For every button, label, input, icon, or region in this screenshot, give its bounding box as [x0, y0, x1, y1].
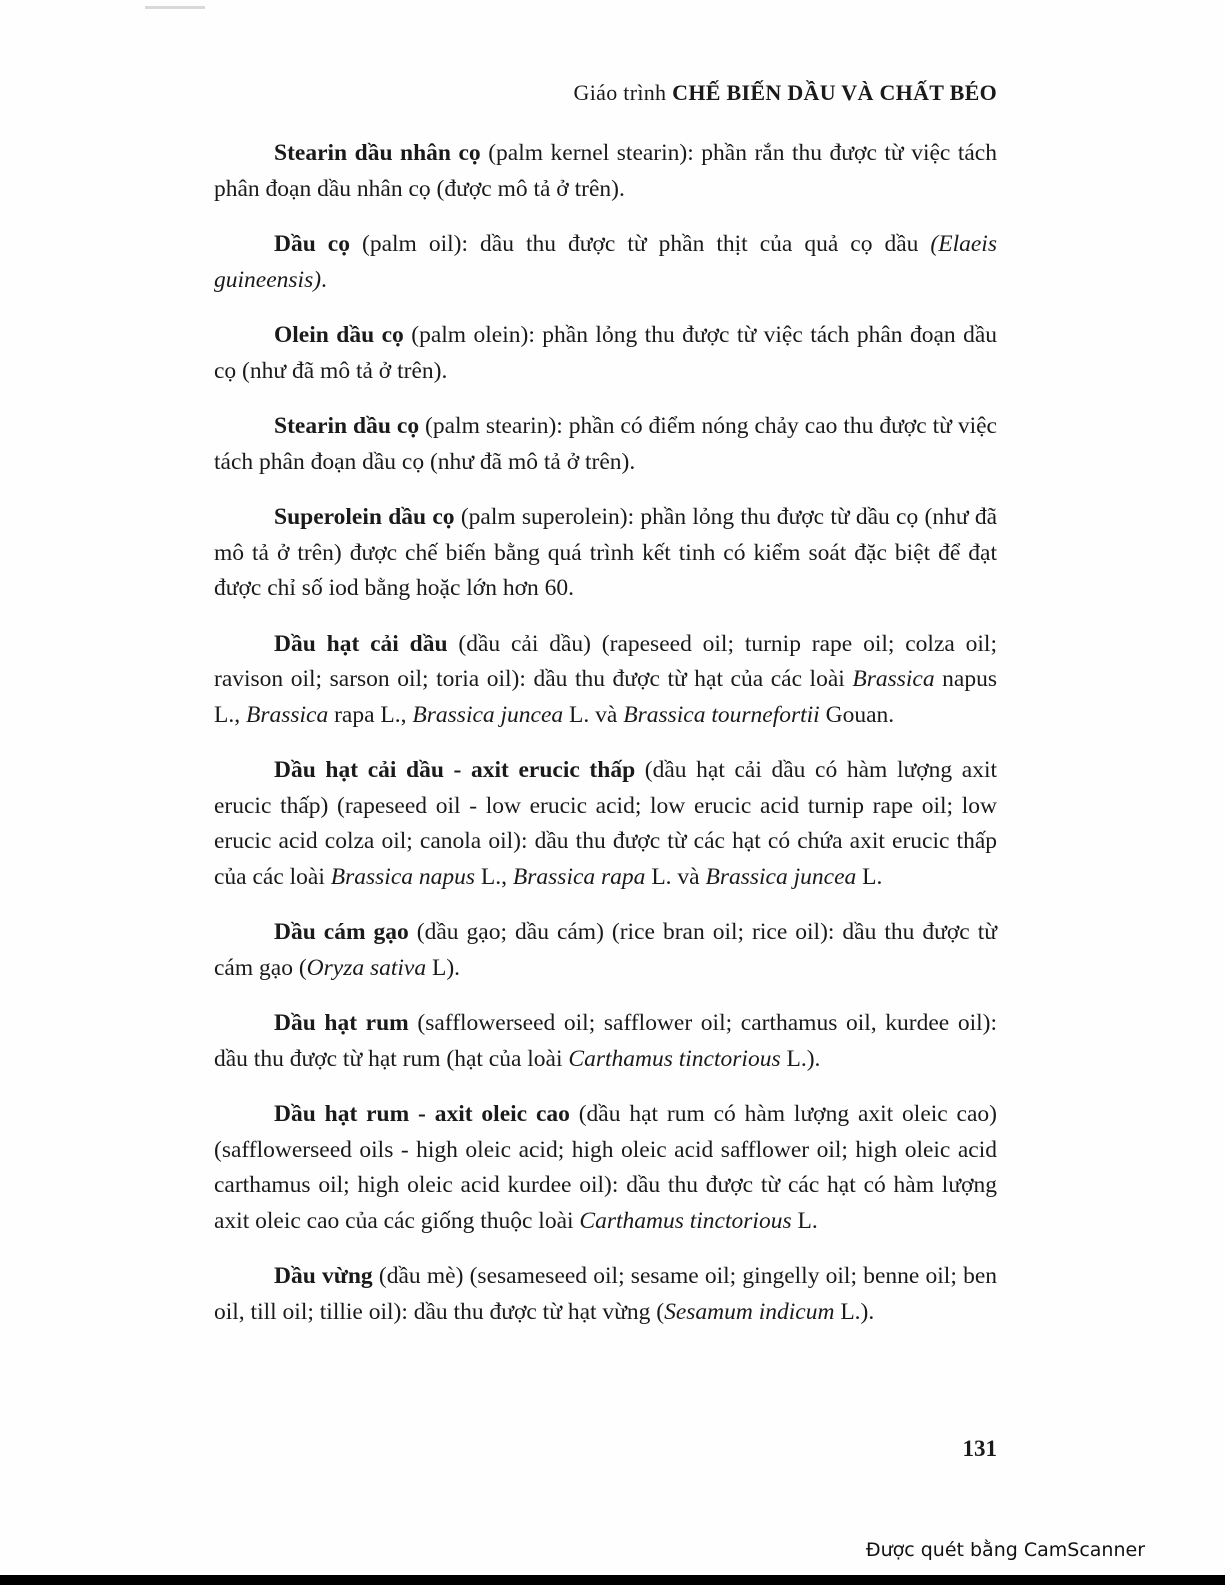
entry-text: (palm kernel stearin): phần rắn thu được từ việc tách phân đoạn dầu nhân cọ (được mô tả ở trên). — [214, 140, 997, 202]
running-header — [574, 80, 997, 106]
glossary-entry — [214, 409, 997, 480]
entry-text: L., — [475, 863, 513, 890]
glossary-entry — [214, 500, 997, 607]
glossary-entry — [214, 1097, 997, 1239]
page-number: 131 — [962, 1436, 997, 1461]
camscanner-watermark: Được quét bằng CamScanner — [865, 1539, 1145, 1561]
entry-term: Superolein dầu cọ — [274, 504, 455, 530]
glossary-entry — [214, 915, 997, 986]
glossary-entry — [214, 627, 997, 734]
entry-term: Dầu hạt cải dầu - axit erucic thấp — [274, 757, 636, 783]
entry-text: L. — [856, 863, 883, 890]
entry-term: Dầu cọ — [274, 231, 350, 257]
scientific-name: Oryza sativa — [306, 954, 427, 981]
entry-text: (safflowerseed oil; safflower oil; carthamus oil, kurdee oil): dầu thu được từ hạt rum (hạt của loài — [214, 1010, 997, 1072]
entry-text: (dầu hạt rum có hàm lượng axit oleic cao) (safflowerseed oils - high oleic acid; high oleic acid safflower oil; high oleic acid carthamus oil; high oleic acid kurdee oil): dầu thu được từ các hạt có hàm lượng axit oleic cao của các giống thuộc loài — [214, 1101, 997, 1234]
entry-text: (palm olein): phần lỏng thu được từ việc tách phân đoạn dầu cọ (như đã mô tả ở trên). — [214, 322, 997, 384]
entry-text: L. và — [563, 701, 624, 728]
entry-term: Stearin dầu nhân cọ — [274, 140, 481, 166]
scientific-name: Brassica juncea — [705, 863, 857, 890]
entry-term: Dầu cám gạo — [274, 919, 409, 945]
entry-term: Dầu hạt rum - axit oleic cao — [274, 1101, 570, 1127]
entry-text: (palm stearin): phần có điểm nóng chảy cao thu được từ việc tách phân đoạn dầu cọ (như đã mô tả ở trên). — [214, 413, 997, 475]
entry-term: Stearin dầu cọ — [274, 413, 420, 439]
scientific-name: Brassica — [245, 701, 329, 728]
entry-text: (dầu gạo; dầu cám) (rice bran oil; rice oil): dầu thu được từ cám gạo ( — [214, 919, 997, 981]
entry-term: Dầu hạt rum — [274, 1010, 409, 1036]
entry-text: Gouan. — [819, 701, 895, 728]
entry-term: Dầu hạt cải dầu — [274, 630, 448, 657]
glossary-entry — [214, 753, 997, 895]
entry-text: L.). — [834, 1298, 875, 1325]
entry-text: L). — [426, 954, 461, 981]
glossary-entry — [214, 227, 997, 298]
entry-text: (palm superolein): phần lỏng thu được từ dầu cọ (như đã mô tả ở trên) được chế biến bằng quá trình kết tinh có kiểm soát đặc biệt để đạt được chỉ số iod bằng hoặc lớn hơn 60. — [214, 504, 997, 601]
glossary-entry — [214, 136, 997, 207]
scientific-name: Brassica — [852, 666, 935, 692]
entry-text: L.). — [780, 1045, 821, 1072]
entry-text: (dầu hạt cải dầu có hàm lượng axit erucic thấp) (rapeseed oil - low erucic acid; low erucic acid turnip rape oil; low erucic acid colza oil; canola oil): dầu thu được từ các hạt có chứa axit erucic thấp của các loài — [214, 757, 998, 890]
entry-text: L. — [791, 1207, 818, 1234]
entry-text: (dầu cải dầu) (rapeseed oil; turnip rape oil; colza oil; ravison oil; sarson oil; toria oil): dầu thu được từ hạt của các loài — [214, 630, 997, 692]
scientific-name: Brassica juncea — [412, 701, 564, 728]
glossary-entry — [214, 1259, 997, 1330]
entry-text: (dầu mè) (sesameseed oil; sesame oil; gingelly oil; benne oil; ben oil, till oil; tillie oil): dầu thu được từ hạt vừng ( — [214, 1263, 997, 1325]
entry-text: (palm oil): dầu thu được từ phần thịt của quả cọ dầu — [350, 231, 931, 257]
scientific-name: Brassica tournefortii — [623, 701, 820, 728]
entry-text: napus L., — [214, 666, 997, 728]
scientific-name: Carthamus tinctorious — [579, 1207, 792, 1234]
header-prefix: Giáo trình — [573, 80, 673, 105]
scientific-name: Carthamus tinctorious — [568, 1045, 781, 1072]
glossary-entry — [214, 1006, 997, 1077]
scientific-name: Sesamum indicum — [664, 1298, 835, 1325]
body-text — [214, 136, 997, 1350]
scientific-name: Brassica rapa — [512, 863, 646, 890]
entry-term: Olein dầu cọ — [274, 322, 404, 348]
entry-text: L. và — [645, 863, 706, 890]
entry-text: . — [321, 266, 327, 293]
entry-text: rapa L., — [328, 701, 413, 728]
scan-bottom-edge — [0, 1575, 1225, 1585]
header-title: CHẾ BIẾN DẦU VÀ CHẤT BÉO — [672, 80, 997, 105]
scientific-name: (Elaeis guineensis) — [214, 231, 997, 293]
glossary-entry — [214, 318, 997, 389]
scientific-name: Brassica napus — [330, 863, 476, 890]
entry-term: Dầu vừng — [274, 1263, 373, 1289]
scan-artifact — [145, 6, 205, 9]
